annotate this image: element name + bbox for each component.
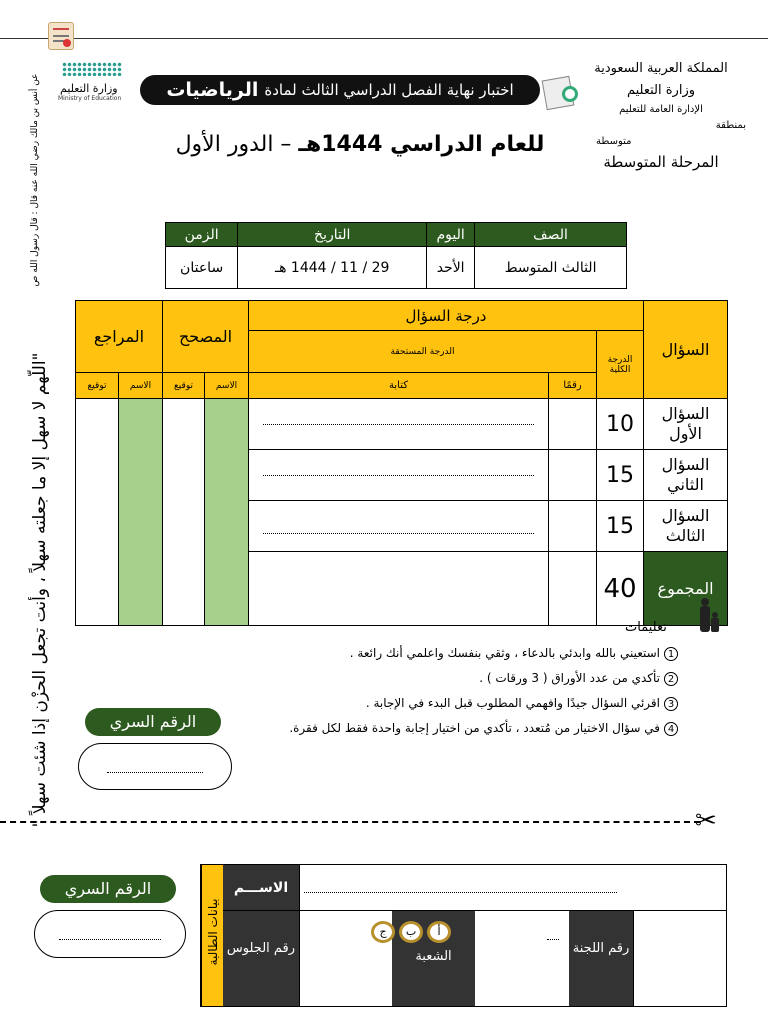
instructions-list xyxy=(288,646,678,746)
committee-field[interactable] xyxy=(633,911,727,1006)
total-label: المجموع xyxy=(644,552,728,626)
info-header-day: اليوم xyxy=(427,223,475,247)
info-header-date: التاريخ xyxy=(238,223,427,247)
question-1-words[interactable] xyxy=(249,399,549,450)
question-2-degree: 15 xyxy=(597,450,644,501)
instructions-title: تعليمات xyxy=(625,620,667,635)
header-block xyxy=(576,58,746,174)
info-time-value: ساعتان xyxy=(166,247,238,289)
corrector-name-header: الاسم xyxy=(205,373,249,399)
exam-subtitle xyxy=(170,132,550,157)
list-item: 2تأكدي من عدد الأوراق ( 3 ورقات ) . xyxy=(288,671,678,686)
total-digits[interactable] xyxy=(549,552,597,626)
logo-text: وزارة التعليم xyxy=(60,82,118,95)
secret-number-label-2: الرقم السري xyxy=(40,875,176,903)
exam-year: للعام الدراسي 1444هـ xyxy=(298,132,545,157)
corrector-signature-header: توقيع xyxy=(163,373,205,399)
corrector-name-cell[interactable] xyxy=(205,399,249,626)
student-info-box xyxy=(200,864,727,1007)
earned-degree-header: الدرجة المستحقة xyxy=(249,331,597,373)
exam-round: – الدور الأول xyxy=(175,132,299,157)
question-3-label: السؤال الثالث xyxy=(644,501,728,552)
list-item: 3اقرئي السؤال جيدًا وافهمي المطلوب قبل البدء في الإجابة . xyxy=(288,696,678,711)
clipboard-icon xyxy=(540,72,582,108)
corrector-header: المصحح xyxy=(163,301,249,373)
digits-header: رقمًا xyxy=(549,373,597,399)
logo-dots-icon xyxy=(62,62,122,76)
reviewer-name-header: الاسم xyxy=(119,373,163,399)
info-date-value: 29 / 11 / 1444 هـ xyxy=(238,247,427,289)
secret-number-field[interactable] xyxy=(78,743,232,790)
list-item: 4في سؤال الاختيار من مُتعدد ، تأكدي من اختيار إجابة واحدة فقط لكل فقرة. xyxy=(288,721,678,736)
reviewer-signature-header: توقيع xyxy=(76,373,119,399)
total-value: 40 xyxy=(597,552,644,626)
info-class-value: الثالث المتوسط xyxy=(475,247,627,289)
student-data-strip xyxy=(201,865,223,1006)
total-degree-header: الدرجة الكلية xyxy=(597,331,644,399)
region-label: بمنطقة xyxy=(715,120,746,131)
question-2-words[interactable] xyxy=(249,450,549,501)
question-1-degree: 10 xyxy=(597,399,644,450)
name-field[interactable] xyxy=(299,865,727,911)
student-data-strip-label: بيانات الطالبة xyxy=(206,898,220,966)
question-1-digits[interactable] xyxy=(549,399,597,450)
secret-number-label: الرقم السري xyxy=(85,708,221,736)
question-2-digits[interactable] xyxy=(549,450,597,501)
certificate-icon xyxy=(48,22,74,50)
stage-label: المرحلة المتوسطة xyxy=(603,153,719,171)
corrector-signature-cell[interactable] xyxy=(163,399,205,626)
reviewer-header: المراجع xyxy=(76,301,163,373)
section-option-a[interactable]: أ xyxy=(427,921,451,943)
hadith-text: عن أنس بن مالك رضي الله عنه قال : قال رسول الله ص xyxy=(30,73,40,287)
total-words[interactable] xyxy=(249,552,549,626)
exam-info-table xyxy=(165,222,627,289)
kingdom-label: المملكة العربية السعودية xyxy=(594,61,728,76)
ministry-logo xyxy=(58,62,128,108)
committee-label: رقم اللجنة xyxy=(569,911,633,1006)
section-field[interactable] xyxy=(475,911,569,1006)
list-item: 1استعيني بالله وابدئي بالدعاء ، وثقي بنفسك واعلمي أنك رائعة . xyxy=(288,646,678,661)
subject-name: الرياضيات xyxy=(166,79,259,101)
question-1-label: السؤال الأول xyxy=(644,399,728,450)
exam-title xyxy=(140,75,540,105)
seat-label: رقم الجلوس xyxy=(223,911,299,1006)
parent-child-icon xyxy=(697,598,723,634)
info-header-time: الزمن xyxy=(166,223,238,247)
question-3-digits[interactable] xyxy=(549,501,597,552)
words-header: كتابة xyxy=(249,373,549,399)
question-3-words[interactable] xyxy=(249,501,549,552)
scissors-icon: ✂ xyxy=(695,806,717,836)
name-label: الاســـم xyxy=(223,865,299,911)
top-rule xyxy=(0,38,768,39)
degree-header: درجة السؤال xyxy=(249,301,644,331)
section-options xyxy=(366,921,451,945)
table-row xyxy=(76,399,728,450)
secret-number-field-2[interactable] xyxy=(34,910,186,958)
grades-table xyxy=(75,300,728,626)
info-day-value: الأحد xyxy=(427,247,475,289)
ministry-label: وزارة التعليم xyxy=(626,83,696,98)
exam-title-prefix: اختبار نهاية الفصل الدراسي الثالث لمادة xyxy=(264,81,514,99)
section-option-c[interactable]: ج xyxy=(371,921,395,943)
reviewer-signature-cell[interactable] xyxy=(76,399,119,626)
school-label: متوسطة xyxy=(596,136,632,147)
administration-label: الإدارة العامة للتعليم xyxy=(619,104,703,115)
logo-en-text: Ministry of Education xyxy=(58,95,122,102)
info-header-class: الصف xyxy=(475,223,627,247)
question-3-degree: 15 xyxy=(597,501,644,552)
prayer-text: "اللّهم لا سهل إلا ما جعلته سهلاً ، وأنت تجعل الحزْن إذا شئت سهلاً " xyxy=(30,352,50,828)
section-option-b[interactable]: ب xyxy=(399,921,423,943)
section-label: الشعبة xyxy=(392,911,475,1006)
question-2-label: السؤال الثاني xyxy=(644,450,728,501)
question-header: السؤال xyxy=(644,301,728,399)
reviewer-name-cell[interactable] xyxy=(119,399,163,626)
cut-line xyxy=(0,821,700,823)
